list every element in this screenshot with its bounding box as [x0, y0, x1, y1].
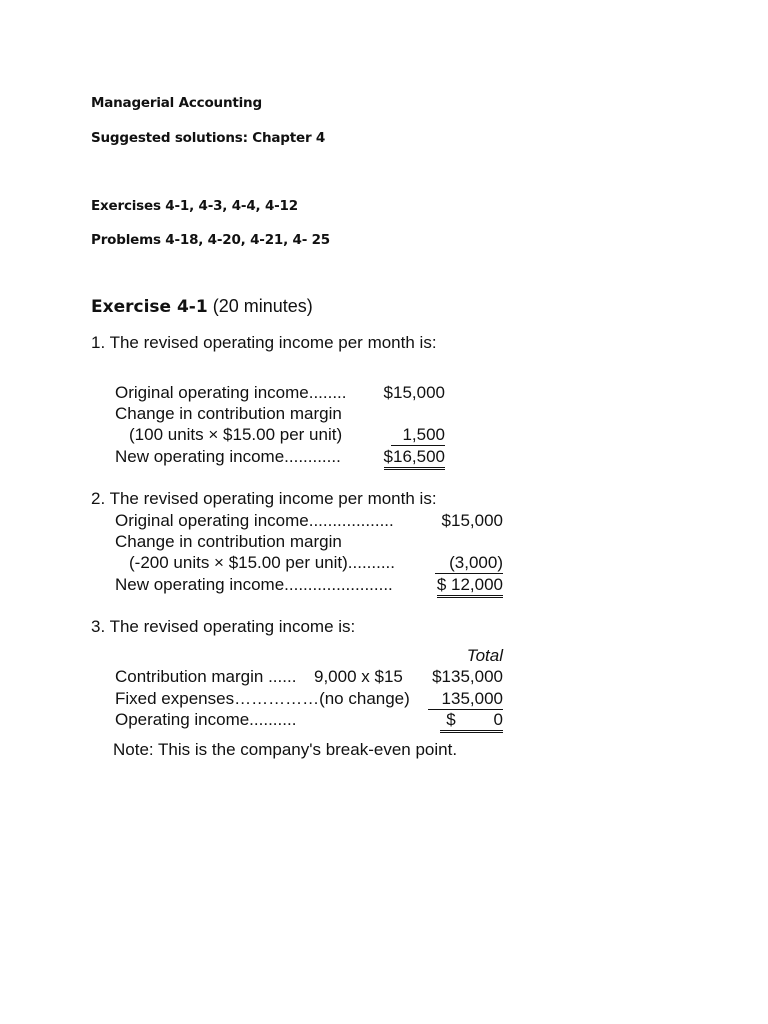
document-subtitle: Suggested solutions: Chapter 4	[91, 130, 326, 146]
part-1-row-amount: 1,500	[391, 425, 445, 446]
part-2-row-label: (-200 units × $15.00 per unit)..........	[129, 553, 396, 572]
exercise-heading	[91, 296, 313, 317]
part-1-row-label: Original operating income........	[115, 383, 347, 402]
part-1-total-amount: $16,500	[384, 447, 445, 470]
part-2-total-amount: $ 12,000	[437, 575, 503, 598]
break-even-note: Note: This is the company's break-even point.	[113, 740, 458, 759]
part-1-intro: 1. The revised operating income per month is:	[91, 333, 437, 352]
part-1-row-label: New operating income............	[115, 447, 341, 466]
part-3-row-label: Operating income..........	[115, 710, 297, 729]
part-3-row-label: Contribution margin ......	[115, 667, 297, 686]
part-1-row-amount: $15,000	[383, 383, 445, 402]
part-1-row-label: (100 units × $15.00 per unit)	[129, 425, 343, 444]
exercises-list: Exercises 4-1, 4-3, 4-4, 4-12	[91, 198, 298, 214]
part-2-row-label: Original operating income..................	[115, 511, 394, 530]
course-title: Managerial Accounting	[91, 95, 262, 111]
part-1-row-label: Change in contribution margin	[115, 404, 342, 423]
part-2-row-label: Change in contribution margin	[115, 532, 342, 551]
part-3-row-amount: 135,000	[428, 689, 503, 710]
part-3-intro: 3. The revised operating income is:	[91, 617, 356, 636]
part-3-total-amount: $ 0	[440, 710, 503, 733]
problems-list: Problems 4-18, 4-20, 4-21, 4- 25	[91, 232, 330, 248]
part-3-row-label: Fixed expenses……………(no change)	[115, 689, 410, 708]
part-2-row-label: New operating income.......................	[115, 575, 393, 594]
total-column-header: Total	[466, 646, 503, 665]
part-3-row-amount: $135,000	[432, 667, 503, 686]
part-2-intro: 2. The revised operating income per month is:	[91, 489, 437, 508]
exercise-title: Exercise 4-1	[91, 297, 208, 317]
part-2-row-amount: (3,000)	[435, 553, 503, 574]
part-2-row-amount: $15,000	[441, 511, 503, 530]
part-3-row-detail: 9,000 x $15	[314, 667, 403, 686]
exercise-duration: (20 minutes)	[212, 296, 313, 316]
